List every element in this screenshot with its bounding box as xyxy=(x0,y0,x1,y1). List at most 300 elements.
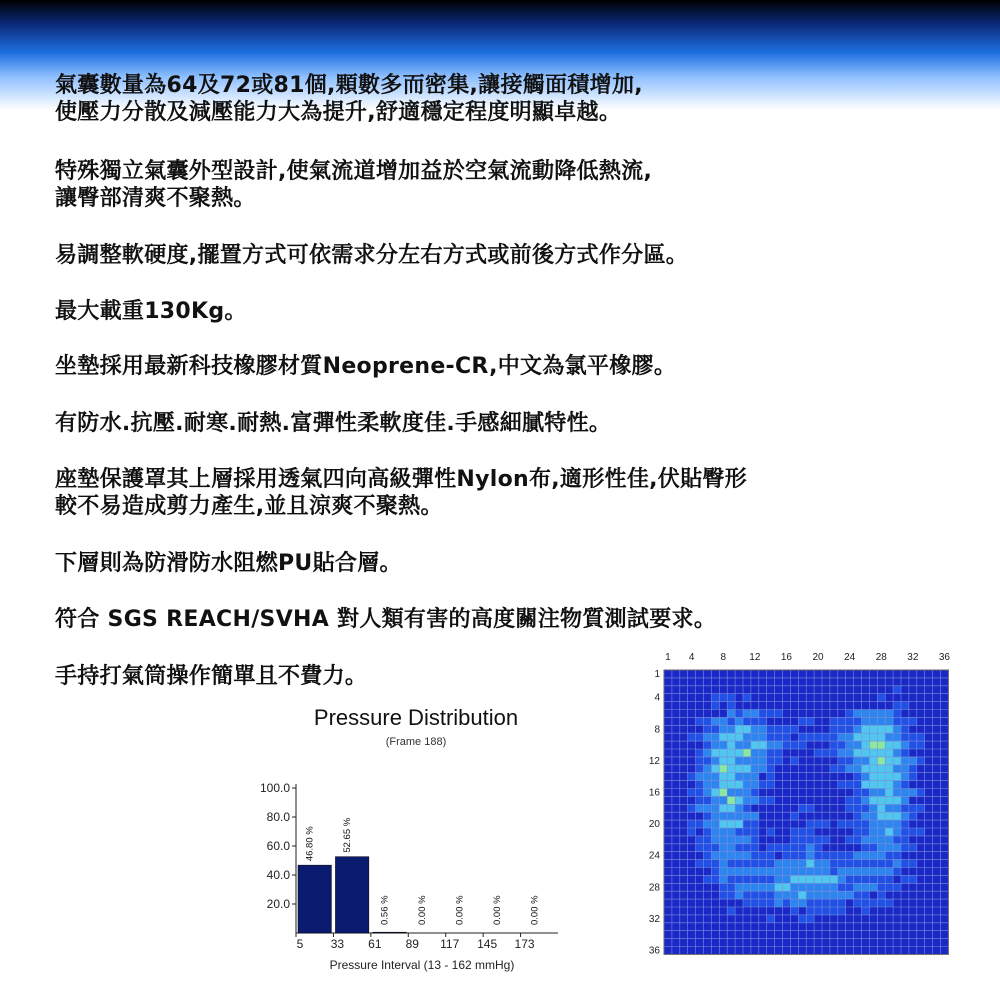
heatmap-cell xyxy=(814,883,822,891)
heatmap-cell xyxy=(846,860,854,868)
heatmap-left-tick: 24 xyxy=(648,850,660,862)
heatmap-cell xyxy=(767,868,775,876)
bar xyxy=(373,932,406,933)
heatmap-cell xyxy=(727,907,735,915)
heatmap-cell xyxy=(798,717,806,725)
heatmap-cell xyxy=(885,757,893,765)
heatmap-cell xyxy=(719,749,727,757)
heatmap-cell xyxy=(862,891,870,899)
heatmap-cell xyxy=(704,733,712,741)
heatmap-cell xyxy=(806,868,814,876)
heatmap-cell xyxy=(735,820,743,828)
heatmap-cell xyxy=(759,860,767,868)
heatmap-cell xyxy=(862,757,870,765)
heatmap-cell xyxy=(893,733,901,741)
heatmap-cell xyxy=(806,836,814,844)
heatmap-cell xyxy=(783,844,791,852)
heatmap-cell xyxy=(814,875,822,883)
heatmap-cell xyxy=(830,733,838,741)
heatmap-cell xyxy=(719,694,727,702)
heatmap-cell xyxy=(696,757,704,765)
heatmap-cell xyxy=(806,804,814,812)
heatmap-cell xyxy=(696,844,704,852)
heatmap-cell xyxy=(806,891,814,899)
heatmap-cell xyxy=(909,717,917,725)
heatmap-cell xyxy=(727,702,735,710)
heatmap-cell xyxy=(909,773,917,781)
heatmap-cell xyxy=(767,883,775,891)
heatmap-cell xyxy=(901,820,909,828)
heatmap-cell xyxy=(893,836,901,844)
heatmap-cell xyxy=(767,773,775,781)
heatmap-cell xyxy=(838,717,846,725)
heatmap-cell xyxy=(719,804,727,812)
heatmap-cell xyxy=(696,789,704,797)
heatmap-cell xyxy=(862,860,870,868)
heatmap-cell xyxy=(790,891,798,899)
heatmap-cell xyxy=(783,891,791,899)
heatmap-cell xyxy=(759,725,767,733)
heatmap-cell xyxy=(854,773,862,781)
heatmap-cell xyxy=(696,717,704,725)
heatmap-cell xyxy=(743,725,751,733)
heatmap-cell xyxy=(877,733,885,741)
heatmap-cell xyxy=(790,899,798,907)
heatmap-cell xyxy=(846,725,854,733)
heatmap-cell xyxy=(704,812,712,820)
heatmap-cell xyxy=(854,812,862,820)
heatmap-cell xyxy=(869,789,877,797)
heatmap-cell xyxy=(735,875,743,883)
heatmap-cell xyxy=(704,789,712,797)
feature-airbag-count xyxy=(55,72,935,126)
heatmap-cell xyxy=(869,836,877,844)
heatmap-cell xyxy=(704,765,712,773)
heatmap-cell xyxy=(869,781,877,789)
heatmap-cell xyxy=(885,852,893,860)
heatmap-cell xyxy=(854,741,862,749)
heatmap-cell xyxy=(885,804,893,812)
heatmap-cell xyxy=(798,875,806,883)
heatmap-cell xyxy=(727,820,735,828)
heatmap-cell xyxy=(751,875,759,883)
heatmap-cell xyxy=(885,796,893,804)
heatmap-cell xyxy=(767,828,775,836)
heatmap-cell xyxy=(814,868,822,876)
heatmap-cell xyxy=(775,891,783,899)
heatmap-cell xyxy=(735,836,743,844)
heatmap-cell xyxy=(869,710,877,718)
heatmap-cell xyxy=(901,836,909,844)
heatmap-cell xyxy=(838,820,846,828)
heatmap-cell xyxy=(727,749,735,757)
heatmap-cell xyxy=(869,804,877,812)
heatmap-cell xyxy=(862,710,870,718)
heatmap-cell xyxy=(727,796,735,804)
heatmap-cell xyxy=(838,757,846,765)
heatmap-cell xyxy=(743,749,751,757)
heatmap-cell xyxy=(727,757,735,765)
heatmap-cell xyxy=(901,757,909,765)
heatmap-cell xyxy=(790,836,798,844)
x-tick-label: 33 xyxy=(330,937,345,951)
heatmap-cell xyxy=(893,765,901,773)
x-tick-label: 173 xyxy=(514,937,535,951)
heatmap-cell xyxy=(901,875,909,883)
heatmap-cell xyxy=(719,836,727,844)
heatmap-cell xyxy=(838,868,846,876)
heatmap-cell xyxy=(877,694,885,702)
heatmap-cell xyxy=(877,789,885,797)
heatmap-cell xyxy=(743,781,751,789)
heatmap-cell xyxy=(806,844,814,852)
heatmap-cell xyxy=(862,781,870,789)
heatmap-cell xyxy=(711,804,719,812)
heatmap-cell xyxy=(869,828,877,836)
heatmap-left-tick: 32 xyxy=(648,913,660,925)
heatmap-cell xyxy=(893,686,901,694)
heatmap-left-tick: 16 xyxy=(648,787,660,799)
heatmap-cell xyxy=(877,757,885,765)
heatmap-cell xyxy=(704,725,712,733)
bar-value-label: 52.65 % xyxy=(342,817,354,853)
heatmap-cell xyxy=(688,773,696,781)
heatmap-cell xyxy=(743,710,751,718)
heatmap-cell xyxy=(719,765,727,773)
heatmap-cell xyxy=(696,804,704,812)
feature-bottom-layer xyxy=(55,550,935,577)
heatmap-cell xyxy=(743,804,751,812)
heatmap-cell xyxy=(917,828,925,836)
heatmap-cell xyxy=(743,875,751,883)
heatmap-cell xyxy=(822,875,830,883)
heatmap-cell xyxy=(727,694,735,702)
heatmap-cell xyxy=(727,852,735,860)
heatmap-cell xyxy=(743,765,751,773)
heatmap-cell xyxy=(743,741,751,749)
heatmap-cell xyxy=(814,733,822,741)
heatmap-cell xyxy=(727,804,735,812)
heatmap-cell xyxy=(751,836,759,844)
heatmap-cell xyxy=(783,860,791,868)
heatmap-cell xyxy=(862,773,870,781)
heatmap-cell xyxy=(751,868,759,876)
feature-airflow-design xyxy=(55,158,935,212)
heatmap-cell xyxy=(901,828,909,836)
feature-line: 下層則為防滑防水阻燃PU貼合層。 xyxy=(55,551,402,576)
heatmap-cell xyxy=(798,860,806,868)
heatmap-cell xyxy=(751,789,759,797)
heatmap-cell xyxy=(901,733,909,741)
heatmap-cell xyxy=(751,820,759,828)
heatmap-cell xyxy=(775,883,783,891)
heatmap-cell xyxy=(838,899,846,907)
heatmap-cell xyxy=(885,860,893,868)
heatmap-cell xyxy=(869,765,877,773)
heatmap-cell xyxy=(711,852,719,860)
heatmap-cell xyxy=(846,733,854,741)
heatmap-top-tick: 24 xyxy=(844,652,856,663)
heatmap-cell xyxy=(917,757,925,765)
bar-value-label: 0.00 % xyxy=(491,895,503,925)
heatmap-cell xyxy=(735,828,743,836)
bar-value-label: 0.00 % xyxy=(454,895,466,925)
y-tick-label: 20.0 xyxy=(266,897,290,911)
heatmap-cell xyxy=(798,891,806,899)
feature-cover xyxy=(55,466,935,520)
heatmap-cell xyxy=(862,725,870,733)
heatmap-cell xyxy=(901,804,909,812)
heatmap-cell xyxy=(869,820,877,828)
heatmap-cell xyxy=(838,883,846,891)
heatmap-cell xyxy=(917,741,925,749)
heatmap-cell xyxy=(711,694,719,702)
heatmap-cell xyxy=(696,733,704,741)
heatmap-cell xyxy=(909,741,917,749)
heatmap-cell xyxy=(775,741,783,749)
heatmap-cell xyxy=(790,828,798,836)
feature-line: 手持打氣筒操作簡單且不費力。 xyxy=(55,664,368,689)
heatmap-cell xyxy=(854,789,862,797)
heatmap-cell xyxy=(735,749,743,757)
heatmap-cell xyxy=(719,725,727,733)
heatmap-cell xyxy=(862,828,870,836)
heatmap-cell xyxy=(854,860,862,868)
heatmap-cell xyxy=(822,860,830,868)
heatmap-cell xyxy=(704,820,712,828)
heatmap-cell xyxy=(767,844,775,852)
heatmap-cell xyxy=(767,899,775,907)
x-tick-label: 117 xyxy=(440,937,460,951)
heatmap-cell xyxy=(901,860,909,868)
heatmap-cell xyxy=(775,733,783,741)
heatmap-cell xyxy=(854,725,862,733)
heatmap-cell xyxy=(877,852,885,860)
heatmap-cell xyxy=(877,812,885,820)
heatmap-cell xyxy=(719,781,727,789)
feature-line: 使壓力分散及減壓能力大為提升,舒適穩定程度明顯卓越。 xyxy=(55,100,622,125)
heatmap-cell xyxy=(711,749,719,757)
heatmap-cell xyxy=(775,899,783,907)
heatmap-cell xyxy=(743,883,751,891)
heatmap-cell xyxy=(846,891,854,899)
heatmap-cell xyxy=(854,820,862,828)
heatmap-cell xyxy=(735,812,743,820)
feature-line: 特殊獨立氣囊外型設計,使氣流道增加益於空氣流動降低熱流, xyxy=(55,159,653,184)
heatmap-cell xyxy=(869,741,877,749)
heatmap-cell xyxy=(775,725,783,733)
heatmap-cell xyxy=(885,749,893,757)
heatmap-cell xyxy=(751,725,759,733)
heatmap-cell xyxy=(885,725,893,733)
heatmap-cell xyxy=(783,741,791,749)
heatmap-top-tick: 8 xyxy=(720,652,727,663)
heatmap-cell xyxy=(854,710,862,718)
heatmap-cell xyxy=(767,852,775,860)
heatmap-cell xyxy=(704,741,712,749)
heatmap-cell xyxy=(854,868,862,876)
heatmap-cell xyxy=(711,844,719,852)
heatmap-cell xyxy=(719,868,727,876)
heatmap-cell xyxy=(877,891,885,899)
heatmap-cell xyxy=(735,773,743,781)
heatmap-cell xyxy=(790,860,798,868)
heatmap-cell xyxy=(901,796,909,804)
heatmap-cell xyxy=(893,773,901,781)
heatmap-cell xyxy=(798,836,806,844)
heatmap-cell xyxy=(688,733,696,741)
heatmap-cell xyxy=(775,868,783,876)
heatmap-cell xyxy=(751,852,759,860)
heatmap-cell xyxy=(885,773,893,781)
heatmap-cell xyxy=(822,749,830,757)
heatmap-cell xyxy=(885,741,893,749)
heatmap-left-tick: 1 xyxy=(654,668,660,680)
heatmap-cell xyxy=(901,781,909,789)
heatmap-cell xyxy=(743,860,751,868)
heatmap-cell xyxy=(814,891,822,899)
heatmap-cell xyxy=(783,725,791,733)
heatmap-cell xyxy=(893,725,901,733)
heatmap-cell xyxy=(790,907,798,915)
heatmap-cell xyxy=(743,891,751,899)
heatmap-cell xyxy=(759,899,767,907)
heatmap-cell xyxy=(704,844,712,852)
heatmap-cell xyxy=(893,852,901,860)
heatmap-cell xyxy=(735,883,743,891)
heatmap-cell xyxy=(854,749,862,757)
heatmap-cell xyxy=(751,757,759,765)
heatmap-cell xyxy=(783,868,791,876)
heatmap-cell xyxy=(846,781,854,789)
heatmap-cell xyxy=(854,733,862,741)
heatmap-cell xyxy=(917,789,925,797)
heatmap-cell xyxy=(735,804,743,812)
heatmap-cell xyxy=(909,860,917,868)
heatmap-cell xyxy=(877,844,885,852)
heatmap-cell xyxy=(735,796,743,804)
heatmap-cell xyxy=(854,757,862,765)
heatmap-cell xyxy=(830,749,838,757)
heatmap-cell xyxy=(719,875,727,883)
heatmap-cell xyxy=(743,828,751,836)
heatmap-cell xyxy=(814,860,822,868)
heatmap-cell xyxy=(917,804,925,812)
heatmap-cell xyxy=(727,765,735,773)
heatmap-cell xyxy=(806,717,814,725)
heatmap-cell xyxy=(854,781,862,789)
heatmap-cell xyxy=(751,891,759,899)
heatmap-cell xyxy=(798,899,806,907)
heatmap-cell xyxy=(759,891,767,899)
heatmap-cell xyxy=(735,710,743,718)
heatmap-cell xyxy=(862,836,870,844)
heatmap-cell xyxy=(751,741,759,749)
heatmap-cell xyxy=(854,836,862,844)
heatmap-cell xyxy=(798,868,806,876)
heatmap-cell xyxy=(719,773,727,781)
feature-line: 座墊保護罩其上層採用透氣四向高級彈性Nylon布,適形性佳,伏貼臀形 xyxy=(55,467,747,492)
heatmap-cell xyxy=(719,820,727,828)
heatmap-cell xyxy=(767,891,775,899)
heatmap-cell xyxy=(743,789,751,797)
heatmap-cell xyxy=(814,899,822,907)
heatmap-cell xyxy=(704,757,712,765)
heatmap-cell xyxy=(798,844,806,852)
heatmap-cell xyxy=(885,733,893,741)
heatmap-cell xyxy=(862,844,870,852)
heatmap-cell xyxy=(727,883,735,891)
heatmap-cell xyxy=(704,796,712,804)
heatmap-cell xyxy=(846,796,854,804)
heatmap-cell xyxy=(751,765,759,773)
heatmap-cell xyxy=(854,717,862,725)
heatmap-cell xyxy=(696,749,704,757)
heatmap-cell xyxy=(893,749,901,757)
heatmap-cell xyxy=(751,733,759,741)
heatmap-cell xyxy=(885,899,893,907)
heatmap-cell xyxy=(885,765,893,773)
heatmap-cell xyxy=(806,820,814,828)
heatmap-cell xyxy=(862,868,870,876)
heatmap-cell xyxy=(814,749,822,757)
heatmap-cell xyxy=(885,844,893,852)
bar xyxy=(335,857,368,933)
heatmap-cell xyxy=(688,828,696,836)
heatmap-cell xyxy=(735,757,743,765)
heatmap-cell xyxy=(727,891,735,899)
heatmap-cell xyxy=(688,789,696,797)
heatmap-cell xyxy=(696,773,704,781)
heatmap-cell xyxy=(893,710,901,718)
bar-marks xyxy=(298,817,540,933)
heatmap-cell xyxy=(735,765,743,773)
heatmap-cell xyxy=(696,796,704,804)
heatmap-cell xyxy=(711,781,719,789)
heatmap-cell xyxy=(901,789,909,797)
heatmap-cell xyxy=(783,852,791,860)
heatmap-cell xyxy=(719,812,727,820)
heatmap-cell xyxy=(767,757,775,765)
heatmap-cell xyxy=(893,717,901,725)
heatmap-cell xyxy=(711,812,719,820)
heatmap-cell xyxy=(727,710,735,718)
y-tick-label: 40.0 xyxy=(266,868,290,882)
heatmap-cell xyxy=(727,836,735,844)
feature-material xyxy=(55,353,935,380)
heatmap-cell xyxy=(877,749,885,757)
heatmap-cell xyxy=(893,702,901,710)
heatmap-cell xyxy=(838,852,846,860)
heatmap-cell xyxy=(711,820,719,828)
heatmap-cell xyxy=(869,717,877,725)
x-tick-label: 89 xyxy=(405,937,419,951)
heatmap-cell xyxy=(743,812,751,820)
heatmap-cell xyxy=(735,844,743,852)
heatmap-cell xyxy=(862,741,870,749)
heatmap-cell xyxy=(783,733,791,741)
heatmap-cell xyxy=(830,875,838,883)
heatmap-cell xyxy=(759,796,767,804)
heatmap-cell xyxy=(775,875,783,883)
heatmap-cell xyxy=(862,907,870,915)
x-tick-label: 145 xyxy=(477,937,498,951)
heatmap-cell xyxy=(862,749,870,757)
heatmap-left-tick: 8 xyxy=(654,724,660,736)
heatmap-cell xyxy=(751,899,759,907)
heatmap-cell xyxy=(846,757,854,765)
heatmap-cell xyxy=(759,717,767,725)
